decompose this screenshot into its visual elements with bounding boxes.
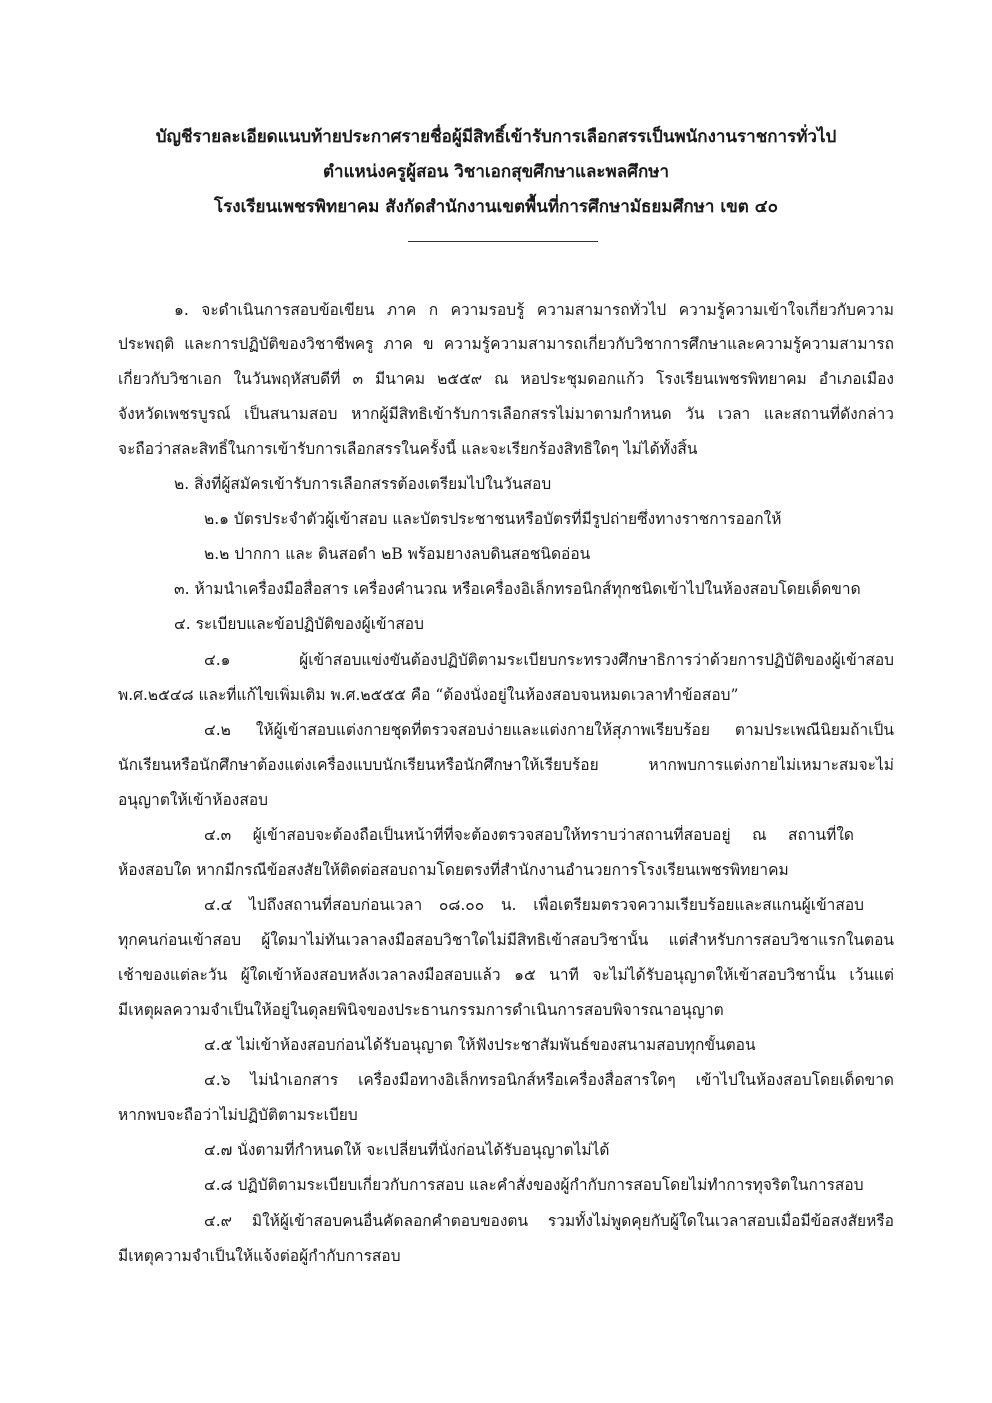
- section-1-line-5: จะถือว่าสละสิทธิ์ในการเข้ารับการเลือกสรรในครั้งนี้ และจะเรียกร้องสิทธิใดๆ ไม่ได้ทั้งสิ้น: [118, 440, 698, 458]
- section-4-8: ๔.๘ ปฏิบัติตามระเบียบเกี่ยวกับการสอบ และคำสั่งของผู้กำกับการสอบโดยไม่ทำการทุจริตในการสอบ: [204, 1176, 864, 1194]
- section-4-9-line-1: ๔.๙ มิให้ผู้เข้าสอบคนอื่นคัดลอกคำตอบของตน รวมทั้งไม่พูดคุยกับผู้ใดในเวลาสอบเมื่อมีข้อสงสัยหรือ: [204, 1212, 894, 1230]
- section-4-5: ๔.๕ ไม่เข้าห้องสอบก่อนได้รับอนุญาต ให้ฟังประชาสัมพันธ์ของสนามสอบทุกขั้นตอน: [204, 1036, 756, 1054]
- section-4-3-line-1: ๔.๓ ผู้เข้าสอบจะต้องถือเป็นหน้าที่ที่จะต้องตรวจสอบให้ทราบว่าสถานที่สอบอยู่ ณ สถานที่ใด: [204, 826, 854, 844]
- section-4-4-line-1: ๔.๔ ไปถึงสถานที่สอบก่อนเวลา ๐๘.๐๐ น. เพื่อเตรียมตรวจความเรียบร้อยและสแกนผู้เข้าสอบ: [204, 896, 864, 914]
- section-1-line-3: เกี่ยวกับวิชาเอก ในวันพฤหัสบดีที่ ๓ มีนาคม ๒๕๕๙ ณ หอประชุมดอกแก้ว โรงเรียนเพชรพิทยาคม อำเภอเมือง: [118, 370, 894, 388]
- header-divider: [408, 241, 598, 242]
- header-title-line-2: ตำแหน่งครูผู้สอน วิชาเอกสุขศึกษาและพลศึกษา: [322, 162, 669, 182]
- section-4-2-line-2: นักเรียนหรือนักศึกษาต้องแต่งเครื่องแบบนักเรียนหรือนักศึกษาให้เรียบร้อย หากพบการแต่งกายไม่เหมาะสมจะไม่: [118, 756, 894, 774]
- document-header: [0, 120, 992, 225]
- section-4-6-line-2: หากพบจะถือว่าไม่ปฏิบัติตามระเบียบ: [118, 1106, 358, 1124]
- section-3: ๓. ห้ามนำเครื่องมือสื่อสาร เครื่องคำนวณ หรือเครื่องอิเล็กทรอนิกส์ทุกชนิดเข้าไปในห้องสอบโดยเด็ดขาด: [174, 580, 861, 598]
- section-4-2-line-1: ๔.๒ ให้ผู้เข้าสอบแต่งกายชุดที่ตรวจสอบง่ายและแต่งกายให้สุภาพเรียบร้อย ตามประเพณีนิยมถ้าเป็น: [204, 721, 894, 739]
- section-4-7: ๔.๗ นั่งตามที่กำหนดให้ จะเปลี่ยนที่นั่งก่อนได้รับอนุญาตไม่ได้: [204, 1141, 610, 1159]
- section-4-4-line-3: เช้าของแต่ละวัน ผู้ใดเข้าห้องสอบหลังเวลาลงมือสอบแล้ว ๑๕ นาที จะไม่ได้รับอนุญาตให้เข้าสอบวิชานั้น เว้นแต่: [118, 966, 894, 984]
- header-title-line-1: บัญชีรายละเอียดแนบท้ายประกาศรายชื่อผู้มีสิทธิ์เข้ารับการเลือกสรรเป็นพนักงานราชการทั่วไป: [155, 127, 837, 147]
- section-2-2: ๒.๒ ปากกา และ ดินสอดำ ๒B พร้อมยางลบดินสอชนิดอ่อน: [204, 545, 591, 563]
- section-4-1-line-2: พ.ศ.๒๕๔๘ และที่แก้ไขเพิ่มเติม พ.ศ.๒๕๕๕ คือ “ต้องนั่งอยู่ในห้องสอบจนหมดเวลาทำข้อสอบ”: [118, 686, 739, 704]
- section-1-line-1: ๑. จะดำเนินการสอบข้อเขียน ภาค ก ความรอบรู้ ความสามารถทั่วไป ความรู้ความเข้าใจเกี่ยวกับความ: [174, 301, 894, 319]
- header-title-line-3: โรงเรียนเพชรพิทยาคม สังกัดสำนักงานเขตพื้นที่การศึกษามัธยมศึกษา เขต ๔๐: [214, 197, 778, 217]
- section-4-1-line-1: ๔.๑ ผู้เข้าสอบแข่งขันต้องปฏิบัติตามระเบียบกระทรวงศึกษาธิการว่าด้วยการปฏิบัติของผู้เข้าสอบ: [204, 651, 894, 669]
- section-1-line-4: จังหวัดเพชรบูรณ์ เป็นสนามสอบ หากผู้มีสิทธิเข้ารับการเลือกสรรไม่มาตามกำหนด วัน เวลา และสถานที่ดังกล่าว: [118, 405, 894, 423]
- section-4-6-line-1: ๔.๖ ไม่นำเอกสาร เครื่องมือทางอิเล็กทรอนิกส์หรือเครื่องสื่อสารใดๆ เข้าไปในห้องสอบโดยเด็ดขาด: [204, 1071, 894, 1089]
- section-4-4-line-2: ทุกคนก่อนเข้าสอบ ผู้ใดมาไม่ทันเวลาลงมือสอบวิชาใดไม่มีสิทธิเข้าสอบวิชานั้น แต่สำหรับการสอบวิชาแรกในตอน: [118, 931, 894, 949]
- section-1-line-2: ประพฤติ และการปฏิบัติของวิชาชีพครู ภาค ข ความรู้ความสามารถเกี่ยวกับวิชาการศึกษาและความรู้ความสามารถ: [118, 335, 894, 353]
- section-4-4-line-4: มีเหตุผลความจำเป็นให้อยู่ในดุลยพินิจของประธานกรรมการดำเนินการสอบพิจารณาอนุญาต: [118, 1001, 724, 1019]
- section-2-1: ๒.๑ บัตรประจำตัวผู้เข้าสอบ และบัตรประชาชนหรือบัตรที่มีรูปถ่ายซึ่งทางราชการออกให้: [204, 510, 782, 528]
- section-4-2-line-3: อนุญาตให้เข้าห้องสอบ: [118, 791, 268, 809]
- section-4-3-line-2: ห้องสอบใด หากมีกรณีข้อสงสัยให้ติดต่อสอบถามโดยตรงที่สำนักงานอำนวยการโรงเรียนเพชรพิทยาคม: [118, 861, 789, 879]
- section-2-heading: ๒. สิ่งที่ผู้สมัครเข้ารับการเลือกสรรต้องเตรียมไปในวันสอบ: [174, 475, 552, 493]
- section-4-heading: ๔. ระเบียบและข้อปฏิบัติของผู้เข้าสอบ: [174, 615, 424, 633]
- section-4-9-line-2: มีเหตุความจำเป็นให้แจ้งต่อผู้กำกับการสอบ: [118, 1247, 401, 1265]
